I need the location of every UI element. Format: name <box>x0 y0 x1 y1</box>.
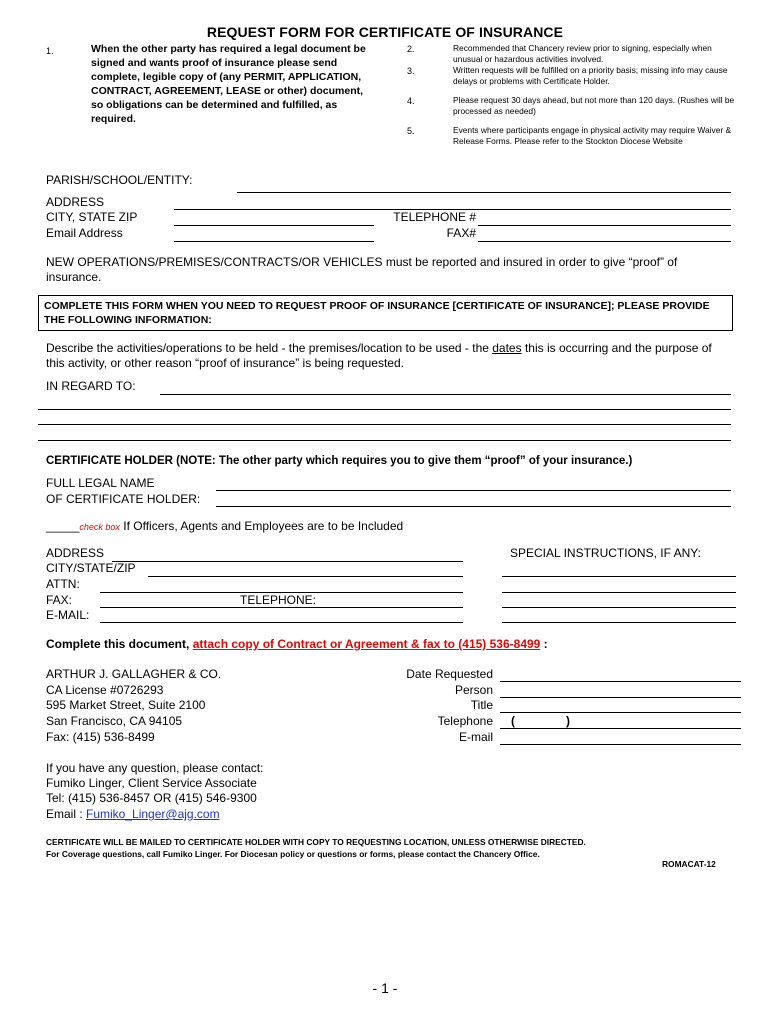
footer-line: CERTIFICATE WILL BE MAILED TO CERTIFICATE HOLDER WITH COPY TO REQUESTING LOCATION, UNLESS OTHERWISE DIRECTED. <box>46 837 586 847</box>
request-email-field[interactable] <box>500 744 741 745</box>
fax-field[interactable] <box>478 241 731 242</box>
attn-label: ATTN: <box>46 577 80 591</box>
phone-paren-open: ( <box>511 714 515 728</box>
title-label: Title <box>470 698 493 712</box>
person-field[interactable] <box>500 697 741 698</box>
note-number: 2. <box>407 44 415 54</box>
city-label: CITY, STATE ZIP <box>46 210 138 224</box>
parish-label: PARISH/SCHOOL/ENTITY: <box>46 173 193 187</box>
parish-field[interactable] <box>237 192 731 193</box>
address-label: ADDRESS <box>46 195 105 209</box>
gallagher-line: ARTHUR J. GALLAGHER & CO. <box>46 667 222 681</box>
holder-address-field[interactable] <box>112 561 463 562</box>
contact-line: If you have any question, please contact: <box>46 761 264 775</box>
note-number: 5. <box>407 126 415 136</box>
date-requested-label: Date Requested <box>406 667 493 681</box>
in-regard-field-line[interactable] <box>38 409 731 410</box>
city-field[interactable] <box>174 225 374 226</box>
new-operations-text: NEW OPERATIONS/PREMISES/CONTRACTS/OR VEHICLES must be reported and insured in order to give “proof” of insurance. <box>46 255 678 284</box>
note-number: 1. <box>46 46 54 56</box>
of-holder-label: OF CERTIFICATE HOLDER: <box>46 492 201 506</box>
gallagher-line: Fax: (415) 536-8499 <box>46 730 155 744</box>
describe-text: Describe the activities/operations to be held - the premises/location to be used - the dates this is occurring and the purpose of this activity, or other reason “proof of insurance” is being requested. <box>46 341 712 370</box>
note-right-text: Please request 30 days ahead, but not more than 120 days. (Rushes will be processed as needed) <box>453 95 735 116</box>
request-telephone-label: Telephone <box>437 714 493 728</box>
holder-fax-label: FAX: <box>46 593 73 607</box>
holder-fax-telephone-field[interactable] <box>100 607 463 608</box>
contact-email-line: Email : Fumiko_Linger@ajg.com <box>46 807 220 821</box>
holder-city-label: CITY/STATE/ZIP <box>46 561 136 575</box>
in-regard-field-line[interactable] <box>38 440 731 441</box>
holder-telephone-label: TELEPHONE: <box>240 593 317 607</box>
contact-email-link[interactable]: Fumiko_Linger@ajg.com <box>86 807 220 821</box>
email-label: Email Address <box>46 226 123 240</box>
email-field[interactable] <box>174 241 374 242</box>
note-number: 4. <box>407 96 415 106</box>
in-regard-label: IN REGARD TO: <box>46 379 136 393</box>
contact-line: Tel: (415) 536-8457 OR (415) 546-9300 <box>46 791 257 805</box>
fax-label: FAX# <box>446 226 476 240</box>
holder-heading: CERTIFICATE HOLDER (NOTE: The other party which requires you to give them “proof” of your insurance.) <box>46 455 633 467</box>
holder-city-field[interactable] <box>148 576 463 577</box>
page-title: REQUEST FORM FOR CERTIFICATE OF INSURANCE <box>206 24 564 40</box>
special-instructions-field[interactable] <box>502 607 736 608</box>
form-code: ROMACAT-12 <box>662 859 716 869</box>
title-field[interactable] <box>500 712 741 713</box>
holder-name-field[interactable] <box>216 506 731 507</box>
request-telephone-field[interactable] <box>500 728 741 729</box>
special-instructions-field[interactable] <box>502 622 736 623</box>
full-name-field[interactable] <box>216 490 731 491</box>
note-right-text: Recommended that Chancery review prior to signing, especially when unusual or hazardous activities involved. <box>453 43 712 64</box>
note-right-text: Written requests will be fulfilled on a priority basis; missing info may cause delays or problems with Certificate Holder. <box>453 65 728 86</box>
gallagher-line: San Francisco, CA 94105 <box>46 714 183 728</box>
note-right-text: Events where participants engage in physical activity may require Waiver & Release Forms. Please refer to the Stockton Diocese Website <box>453 125 732 146</box>
footer-line: For Coverage questions, call Fumiko Linger. For Diocesan policy or questions or forms, please contact the Chancery Office. <box>46 849 540 859</box>
contact-line: Fumiko Linger, Client Service Associate <box>46 776 257 790</box>
in-regard-field[interactable] <box>160 394 731 395</box>
person-label: Person <box>454 683 493 697</box>
holder-email-label: E-MAIL: <box>46 608 90 622</box>
request-email-label: E-mail <box>458 730 493 744</box>
special-instructions-field[interactable] <box>502 592 736 593</box>
officers-checkbox-row[interactable]: _____check box If Officers, Agents and Employees are to be Included <box>46 519 404 533</box>
full-name-label: FULL LEGAL NAME <box>46 476 155 490</box>
gallagher-line: 595 Market Street, Suite 2100 <box>46 698 206 712</box>
note-left-text: When the other party has required a legal document be signed and wants proof of insurance please send complete, legible copy of (any PERMIT, APPLICATION, CONTRACT, AGREEMENT, LEASE or other) document, so obligations can be determined and fulfilled, as required. <box>91 43 366 125</box>
date-requested-field[interactable] <box>500 681 741 682</box>
holder-address-label: ADDRESS <box>46 546 105 560</box>
phone-paren-close: ) <box>566 714 570 728</box>
instructions-box: COMPLETE THIS FORM WHEN YOU NEED TO REQUEST PROOF OF INSURANCE [CERTIFICATE OF INSURANCE]; PLEASE PROVIDE THE FOLLOWING INFORMATION: <box>38 295 733 331</box>
gallagher-line: CA License #0726293 <box>46 683 164 697</box>
telephone-label: TELEPHONE # <box>393 210 476 224</box>
special-instructions-label: SPECIAL INSTRUCTIONS, IF ANY: <box>510 546 701 560</box>
holder-email-field[interactable] <box>100 622 463 623</box>
note-number: 3. <box>407 66 415 76</box>
in-regard-field-line[interactable] <box>38 424 731 425</box>
complete-instruction: Complete this document, attach copy of Contract or Agreement & fax to (415) 536-8499 : <box>46 637 548 651</box>
page-number: - 1 - <box>372 980 398 996</box>
special-instructions-field[interactable] <box>502 576 736 577</box>
telephone-field[interactable] <box>478 225 731 226</box>
